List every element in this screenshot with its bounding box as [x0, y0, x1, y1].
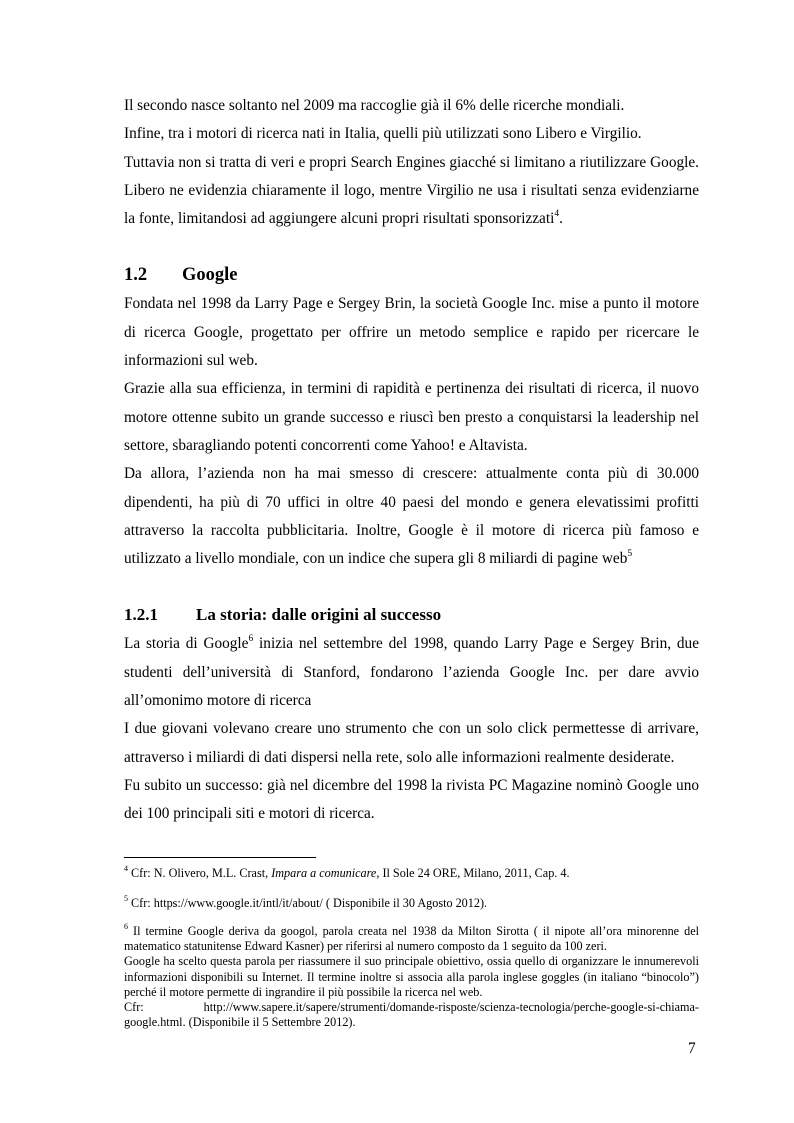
section-1-2-paragraph-2: Grazie alla sua efficienza, in termini di rapidità e pertinenza dei risultati di ricerca, il nuovo motore ottenne subito un grande successo e riuscì ben presto a conquistarsi la leadership nel settore, sbaragliando potenti concorrenti come Yahoo! e Altavista. — [124, 380, 699, 454]
subsection-title: La storia: dalle origini al successo — [196, 605, 442, 625]
footnote-6-paragraph-3: Cfr: http://www.sapere.it/sapere/strumenti/domande-risposte/scienza-tecnologia/perche-google-si-chiama-google.html. (Disponibile il 5 Settembre 2012). — [124, 1000, 699, 1030]
intro-paragraph-3: Tuttavia non si tratta di veri e propri Search Engines giacché si limitano a riutilizzare Google. Libero ne evidenzia chiaramente il logo, mentre Virgilio ne usa i risultati senza evidenziarne la fonte, limitandosi ad aggiungere alcuni propri risultati sponsorizzati$^4$. — [124, 153, 699, 228]
section-1-2-1-paragraph-1-start: La storia di Google — [124, 635, 249, 653]
footnote-5-text: Cfr: https://www.google.it/intl/it/about/ ( Disponibile il 30 Agosto 2012). — [128, 896, 488, 910]
footnote-4-book-title: Impara a comunicare — [271, 866, 377, 880]
footnote-ref-6[interactable]: 6 — [248, 634, 254, 645]
section-1-2-paragraph-3-text: Da allora, l’azienda non ha mai smesso di crescere: attualmente conta più di 30.000 dipendenti, ha più di 70 uffici in oltre 40 paesi del mondo e genera elevatissimi profitti attraverso la raccolta pubblicitaria. Inoltre, Google è il motore di ricerca più famoso e utilizzato a livello mondiale, con un indice che supera gli 8 miliardi di pagine web — [124, 465, 699, 568]
page-body — [124, 92, 699, 829]
footnote-6-text-1: Il termine Google deriva da googol, parola creata nel 1938 da Milton Sirotta ( il nipote all’ora minorenne del matematico statunitense Edward Kasner) per riferirsi al numero composto da 1 seguito da 100 zeri. — [124, 924, 699, 954]
footnote-number-5: 5 — [124, 893, 128, 903]
footnote-6-paragraph-2: Google ha scelto questa parola per riassumere il suo principale obiettivo, ossia quello di organizzare le innumerevoli informazioni disponibili su Internet. Il termine inoltre si associa alla parola inglese goggles (in italiano “binocolo”) perché il motore permette di ingrandire il più possibile la ricerca nel web. — [124, 954, 699, 999]
section-1-2-1-paragraph-3: Fu subito un successo: già nel dicembre del 1998 la rivista PC Magazine nominò Google uno dei 100 principali siti e motori di ricerca. — [124, 776, 699, 823]
footnote-number-4: 4 — [124, 863, 128, 873]
section-heading-1-2-1 — [124, 602, 699, 628]
section-1-2-paragraph-1: Fondata nel 1998 da Larry Page e Sergey Brin, la società Google Inc. mise a punto il motore di ricerca Google, progettato per offrire un metodo semplice e rapido per ricercare le informazioni sul web. — [124, 295, 699, 370]
footnote-separator — [124, 857, 316, 858]
intro-line-2: Infine, tra i motori di ricerca nati in Italia, quelli più utilizzati sono Libero e Virgilio. — [124, 125, 642, 143]
footnote-6-paragraph-1 — [124, 921, 699, 954]
footnote-4-text-b: , Il Sole 24 ORE, Milano, 2011, Cap. 4. — [376, 866, 570, 880]
footnote-4-text-a: Cfr: N. Olivero, M.L. Crast, — [128, 866, 272, 880]
page-number: 7 — [688, 1040, 696, 1057]
footnote-number-6: 6 — [124, 921, 128, 931]
section-title: Google — [182, 265, 238, 286]
intro-line-1: Il secondo nasce soltanto nel 2009 ma raccoglie già il 6% delle ricerche mondiali. — [124, 97, 625, 114]
footnote-ref-4[interactable]: 4 — [554, 209, 560, 220]
footnote-ref-5[interactable]: 5 — [627, 549, 633, 560]
section-1-2-1-paragraph-2: I due giovani volevano creare uno strumento che con un solo click permettesse di arrivare, attraverso i miliardi di dati dispersi nella rete, solo alle informazioni realmente desiderate. — [124, 720, 699, 766]
section-1-2-paragraph-3 — [124, 460, 699, 573]
section-heading-1-2 — [124, 262, 699, 288]
section-1-2-1-paragraph-1 — [124, 630, 699, 715]
intro-paragraph-3-text: Tuttavia non si tratta di veri e propri Search Engines giacché si limitano a riutilizzare Google. Libero ne evidenzia chiaramente il logo, mentre Virgilio ne usa i risultati senza evidenziarne la fonte, limitandosi ad aggiungere alcuni propri risultati sponsorizzati — [124, 153, 699, 228]
footnote-4 — [124, 863, 699, 881]
section-number: 1.2 — [124, 265, 148, 286]
subsection-number: 1.2.1 — [124, 605, 158, 625]
footnote-6 — [124, 921, 699, 1030]
section-1-2-1-paragraph-1-end: inizia nel settembre del 1998, quando Larry Page e Sergey Brin, due studenti dell’università di Stanford, fondarono l’azienda Google Inc. per dare avvio all’omonimo motore di ricerca — [124, 635, 699, 710]
footnote-5 — [124, 893, 699, 911]
